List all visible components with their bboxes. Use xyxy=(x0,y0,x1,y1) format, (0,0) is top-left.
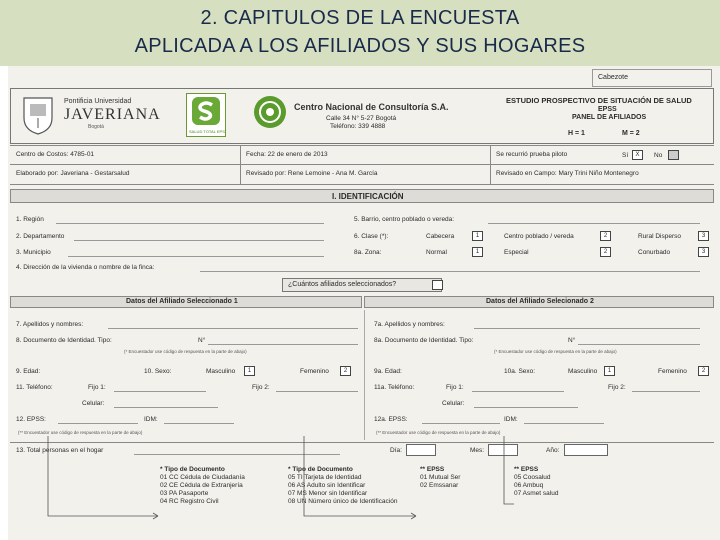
dia-label: Día: xyxy=(390,447,402,454)
a1-celular-line[interactable] xyxy=(114,407,218,408)
centro-poblado-label: Centro poblado / vereda xyxy=(504,233,574,240)
a1-documento-label: 8. Documento de Identidad. Tipo: xyxy=(16,337,112,344)
afiliado2-header: Datos del Afiliado Selecionado 2 xyxy=(486,298,594,305)
a2-telefono-label: 11a. Teléfono: xyxy=(374,384,415,391)
a1-sexo-label: 10. Sexo: xyxy=(144,368,172,375)
a1-documento-line[interactable] xyxy=(208,344,358,345)
legend-tipo2-row: 07 MS Menor sin Identificar xyxy=(288,490,368,497)
legend-epss1-header: ** EPSS xyxy=(420,466,445,473)
a2-femenino-box[interactable]: 2 xyxy=(698,366,709,376)
legend-tipo2-row: 05 TI Tarjeta de Identidad xyxy=(288,474,362,481)
saludtotal-logo-icon xyxy=(191,96,221,126)
a2-fijo1-label: Fijo 1: xyxy=(446,384,464,391)
meta-divider-v2 xyxy=(490,145,491,185)
direccion-label: 4. Dirección de la vivienda o nombre de la finca: xyxy=(16,264,155,271)
a1-celular-label: Celular: xyxy=(82,400,105,407)
cabecera-box[interactable]: 1 xyxy=(472,231,483,241)
centro-poblado-box[interactable]: 2 xyxy=(600,231,611,241)
a2-apellidos-label: 7a. Apellidos y nombres: xyxy=(374,321,445,328)
m-label: M = 2 xyxy=(622,130,640,137)
fecha: Fecha: 22 de enero de 2013 xyxy=(246,151,328,158)
legend-tipo1-row: 04 RC Registro Civil xyxy=(160,498,219,505)
normal-label: Normal xyxy=(426,249,447,256)
municipio-line[interactable] xyxy=(68,256,324,257)
slide-title-line2: APLICADA A LOS AFILIADOS Y SUS HOGARES xyxy=(134,35,586,57)
cuantos-answer-box[interactable] xyxy=(432,280,443,290)
revisado-campo: Revisado en Campo: Mary Trini Niño Montenegro xyxy=(496,170,639,177)
centro-costos: Centro de Costos: 4785-01 xyxy=(16,151,95,158)
a2-masculino-label: Masculino xyxy=(568,368,598,375)
departamento-line[interactable] xyxy=(74,240,324,241)
normal-box[interactable]: 1 xyxy=(472,247,483,257)
afiliados-divider xyxy=(364,310,365,440)
a2-epss-label: 12a. EPSS: xyxy=(374,416,408,423)
barrio-line[interactable] xyxy=(488,223,700,224)
a2-edad-label: 9a. Edad: xyxy=(374,368,402,375)
legend-tipo1-row: 01 CC Cédula de Ciudadanía xyxy=(160,474,245,481)
legend-tipo2-header: * Tipo de Documento xyxy=(288,466,353,473)
barrio-label: 5. Barrio, centro poblado o vereda: xyxy=(354,216,455,223)
a1-apellidos-line[interactable] xyxy=(108,328,358,329)
a1-telefono-label: 11. Teléfono: xyxy=(16,384,53,391)
a2-celular-line[interactable] xyxy=(474,407,578,408)
no-checkbox[interactable] xyxy=(668,150,679,160)
a1-fijo1-label: Fijo 1: xyxy=(88,384,106,391)
a2-documento-label: 8a. Documento de Identidad. Tipo: xyxy=(374,337,474,344)
a1-femenino-box[interactable]: 2 xyxy=(340,366,351,376)
mes-label: Mes: xyxy=(470,447,485,454)
a2-idm-line[interactable] xyxy=(524,423,604,424)
a1-apellidos-label: 7. Apellidos y nombres: xyxy=(16,321,84,328)
a2-fijo1-line[interactable] xyxy=(472,391,564,392)
study-line2: EPSS xyxy=(598,106,617,113)
a1-epss-line[interactable] xyxy=(58,423,138,424)
legend-epss2-row: 05 Coosalud xyxy=(514,474,551,481)
cuantos-label: ¿Cuántos afiliados seleccionados? xyxy=(288,281,397,288)
especial-box[interactable]: 2 xyxy=(600,247,611,257)
rural-box[interactable]: 3 xyxy=(698,231,709,241)
a1-no-label: N° xyxy=(198,337,206,344)
legend-epss1-row: 02 Emssanar xyxy=(420,482,459,489)
cnc-name: Centro Nacional de Consultoría S.A. xyxy=(294,102,449,112)
conurbado-label: Conurbado xyxy=(638,249,671,256)
a2-idm-label: IDM: xyxy=(504,416,518,423)
legend-tipo1-header: * Tipo de Documento xyxy=(160,466,225,473)
a2-sexo-label: 10a. Sexo: xyxy=(504,368,536,375)
hogar-total-label: 13. Total personas en el hogar xyxy=(16,447,104,454)
legend-epss1-row: 01 Mutual Ser xyxy=(420,474,461,481)
a1-nota-epss: (** Encuestador use código de respuesta en la parte de abajo) xyxy=(18,430,143,435)
especial-label: Especial xyxy=(504,249,529,256)
afiliado1-header: Datos del Afiliado Seleccionado 1 xyxy=(126,298,238,305)
meta-divider-top xyxy=(10,145,714,146)
legend-tipo2-row: 06 AS Adulto sin Identificar xyxy=(288,482,366,489)
elaborado: Elaborado por: Javeriana - Gestarsalud xyxy=(16,170,130,177)
a1-femenino-label: Femenino xyxy=(300,368,329,375)
cabezote-label: Cabezote xyxy=(598,74,628,81)
a2-masculino-box[interactable]: 1 xyxy=(604,366,615,376)
javeriana-crest-icon xyxy=(16,92,60,136)
a2-no-label: N° xyxy=(568,337,576,344)
prueba-piloto: Se recurrió prueba piloto xyxy=(496,151,568,158)
a1-fijo2-label: Fijo 2: xyxy=(252,384,270,391)
legend-tipo2-row: 08 UN Número único de Identificación xyxy=(288,498,398,505)
study-title: ESTUDIO PROSPECTIVO DE SITUACIÓN DE SALUD xyxy=(506,96,692,105)
region-line[interactable] xyxy=(56,223,324,224)
a1-masculino-label: Masculino xyxy=(206,368,236,375)
a2-fijo2-label: Fijo 2: xyxy=(608,384,626,391)
legend-tipo1-row: 03 PA Pasaporte xyxy=(160,490,209,497)
a1-fijo1-line[interactable] xyxy=(114,391,206,392)
a1-idm-line[interactable] xyxy=(164,423,234,424)
a1-masculino-box[interactable]: 1 xyxy=(244,366,255,376)
cnc-logo-icon xyxy=(252,94,288,130)
a1-nota-doc: (* Encuestador use código de respuesta en la parte de abajo) xyxy=(124,349,247,354)
a2-femenino-label: Femenino xyxy=(658,368,687,375)
legend-connector-arrows xyxy=(8,430,720,540)
legend-tipo1-row: 02 CE Cédula de Extranjería xyxy=(160,482,243,489)
ano-label: Año: xyxy=(546,447,560,454)
rural-label: Rural Disperso xyxy=(638,233,681,240)
no-label: No xyxy=(654,152,663,159)
legend-epss2-row: 07 Asmet salud xyxy=(514,490,559,497)
a2-nota-doc: (* Encuestador use código de respuesta en la parte de abajo) xyxy=(494,349,617,354)
a2-celular-label: Celular: xyxy=(442,400,465,407)
meta-divider-bottom xyxy=(10,184,714,185)
a2-apellidos-line[interactable] xyxy=(474,328,700,329)
slide-header xyxy=(0,0,720,66)
si-label: Sí xyxy=(622,152,629,159)
javeriana-line1: Pontificia Universidad xyxy=(64,98,132,105)
a2-fijo2-line[interactable] xyxy=(632,391,700,392)
conurbado-box[interactable]: 3 xyxy=(698,247,709,257)
study-line3: PANEL DE AFILIADOS xyxy=(572,114,647,121)
a1-edad-label: 9. Edad: xyxy=(16,368,41,375)
clase-label: 6. Clase (*): xyxy=(354,233,389,240)
a1-epss-label: 12. EPSS: xyxy=(16,416,46,423)
revisado: Revisado por: Rene Lemoine - Ana M. García xyxy=(246,170,378,177)
direccion-line[interactable] xyxy=(200,271,700,272)
region-label: 1. Región xyxy=(16,216,44,223)
a2-epss-line[interactable] xyxy=(422,423,500,424)
meta-divider-mid xyxy=(10,164,714,165)
h-label: H = 1 xyxy=(568,130,585,137)
a2-nota-epss: (** Encuestador use código de respuesta en la parte de abajo) xyxy=(376,430,501,435)
saludtotal-caption: SALUD TOTAL EPS xyxy=(189,129,225,134)
zona-label: 8a. Zona: xyxy=(354,249,382,256)
javeriana-city: Bogotá xyxy=(88,124,104,130)
cnc-phone: Teléfono: 339 4888 xyxy=(330,123,386,130)
legend-epss2-header: ** EPSS xyxy=(514,466,539,473)
cabecera-label: Cabecera xyxy=(426,233,455,240)
a1-idm-label: IDM: xyxy=(144,416,158,423)
meta-divider-v1 xyxy=(240,145,241,185)
a2-documento-line[interactable] xyxy=(578,344,700,345)
si-checkbox[interactable]: X xyxy=(632,150,643,160)
cnc-address: Calle 34 N° 5-27 Bogotá xyxy=(326,115,397,122)
municipio-label: 3. Municipio xyxy=(16,249,51,256)
legend-epss2-row: 06 Ambuq xyxy=(514,482,544,489)
javeriana-name: JAVERIANA xyxy=(64,106,161,123)
a1-fijo2-line[interactable] xyxy=(276,391,358,392)
departamento-label: 2. Departamento xyxy=(16,233,65,240)
slide-title-line1: 2. CAPITULOS DE LA ENCUESTA xyxy=(200,7,520,29)
survey-form-scan xyxy=(8,66,720,540)
section-identificacion-title: I. IDENTIFICACIÓN xyxy=(332,192,404,201)
